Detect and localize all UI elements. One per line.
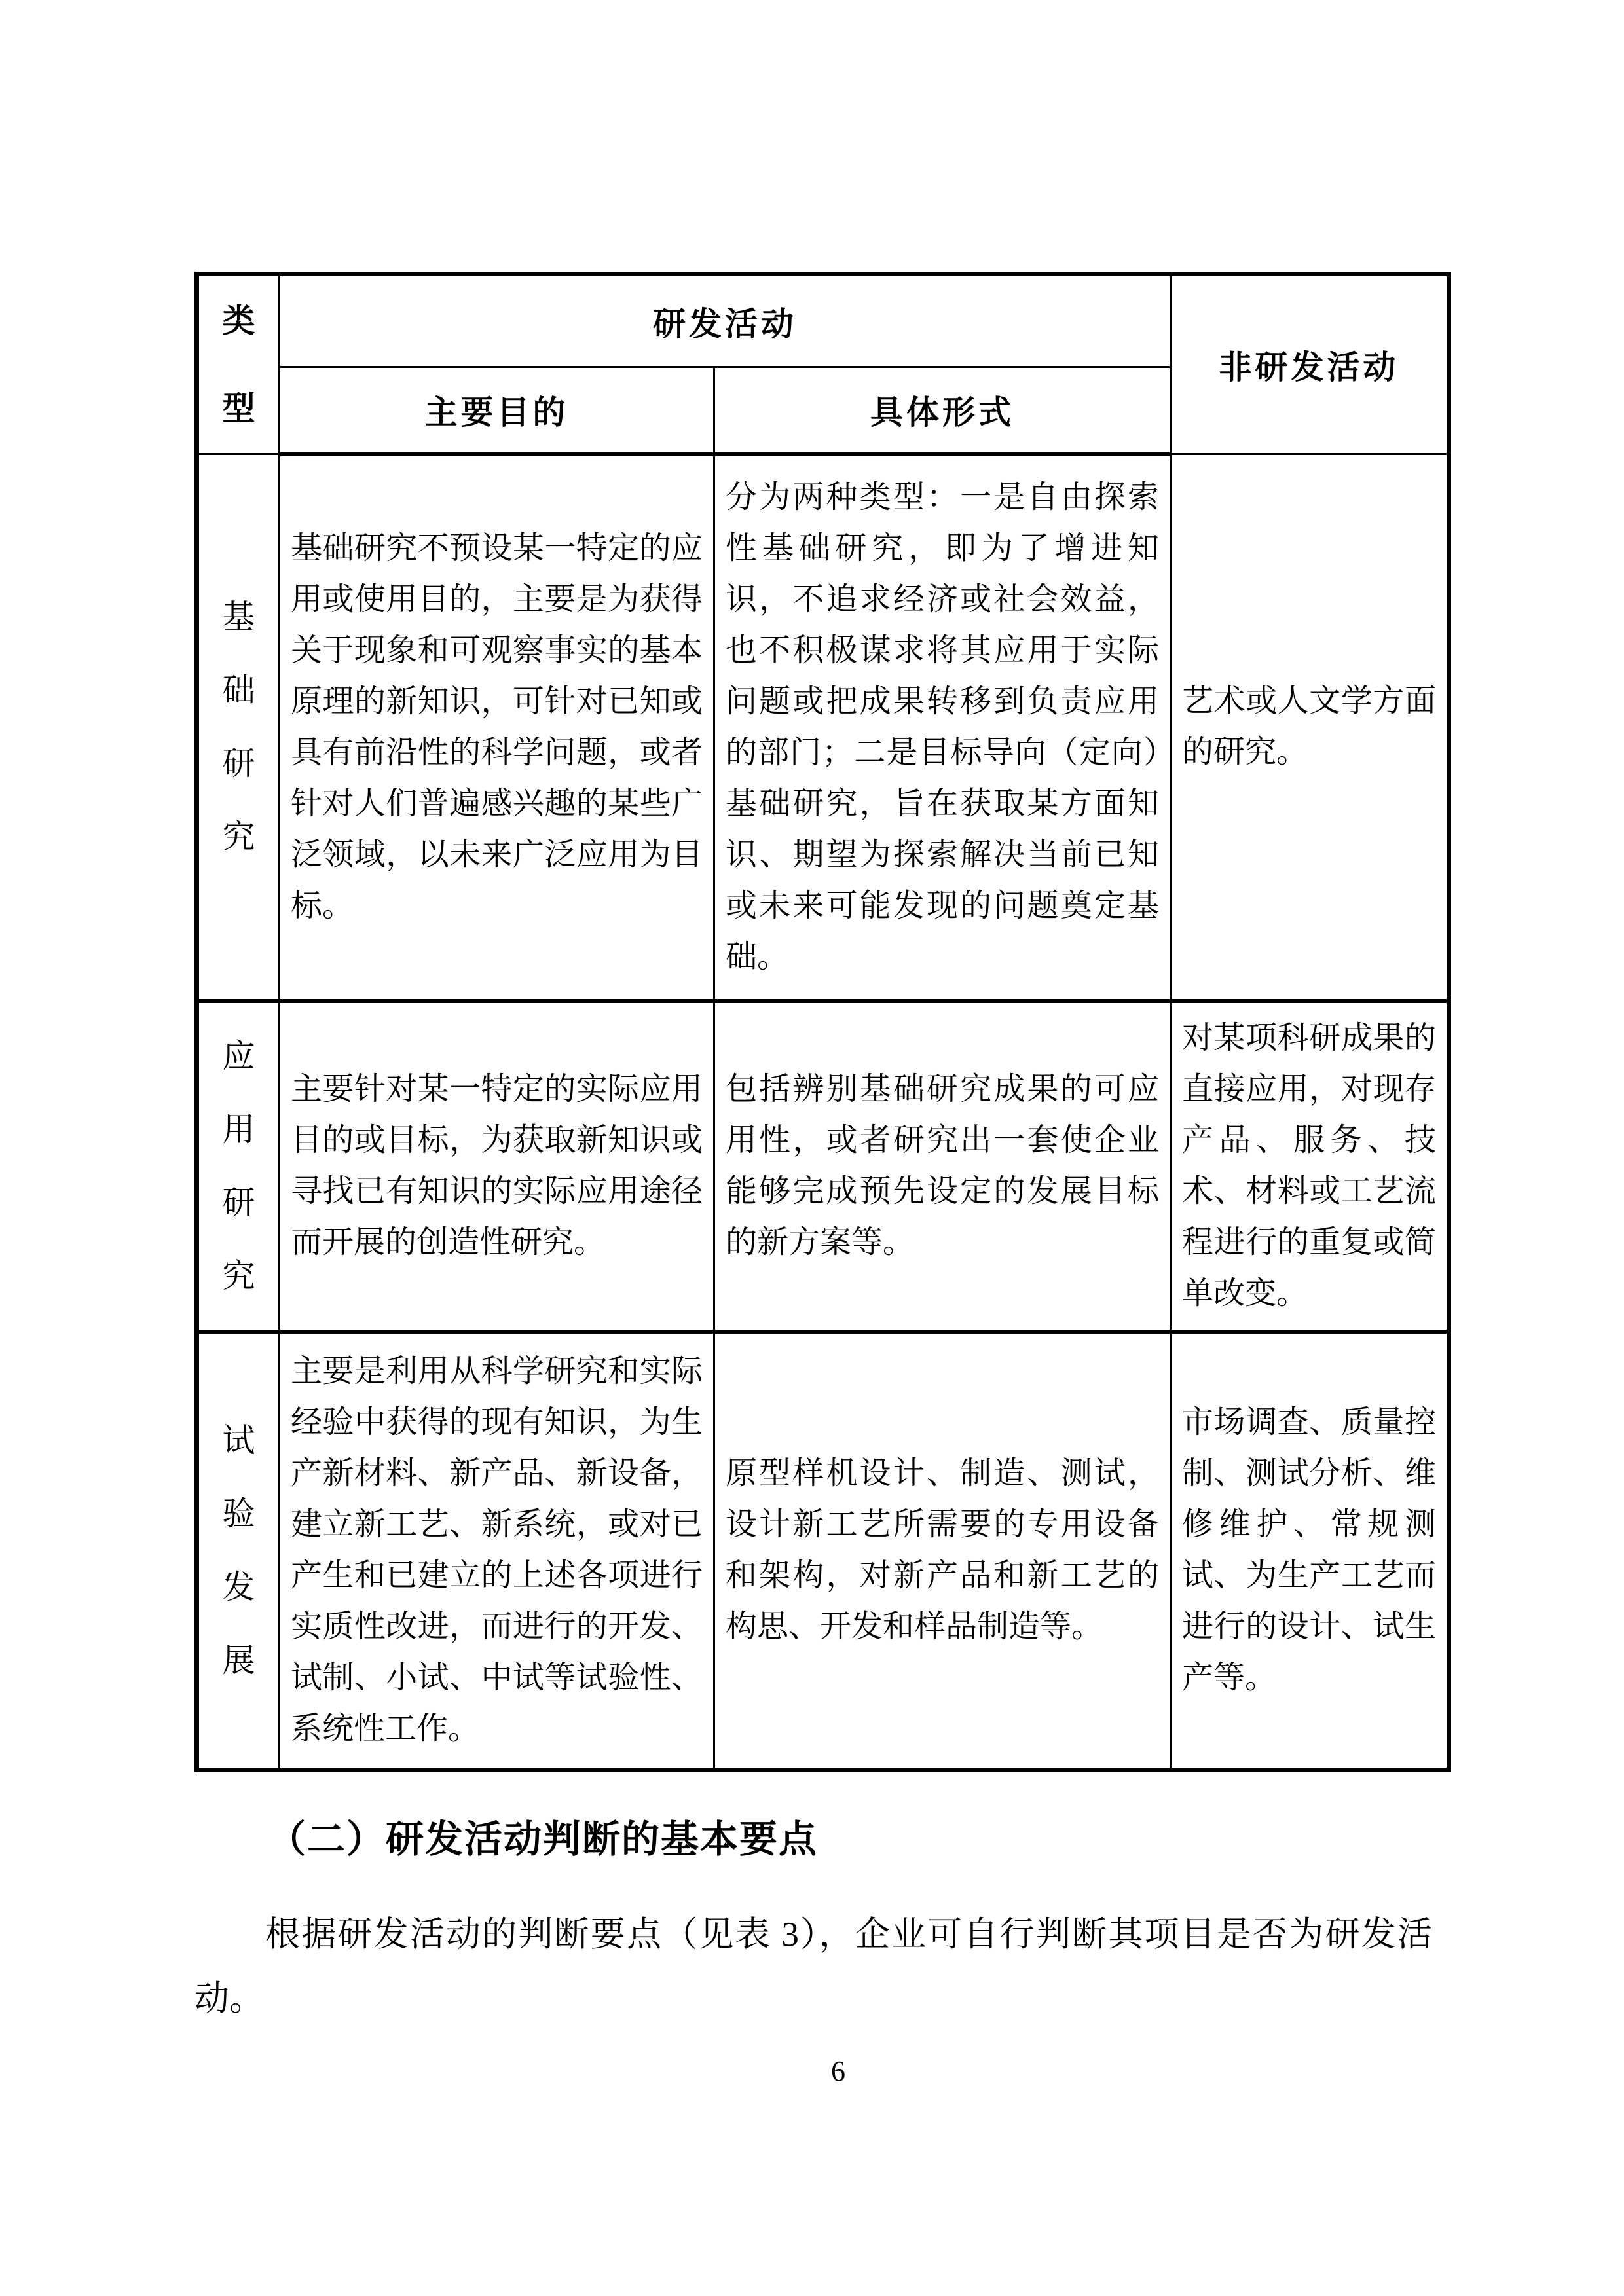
header-non-rd-activities — [1171, 274, 1449, 454]
cell-type-applied-research — [197, 1001, 280, 1332]
header-type — [197, 274, 280, 454]
type-label-experimental-development: 试验发展 — [222, 1422, 255, 1679]
form-text-experimental-development: 原型样机设计、制造、测试，设计新工艺所需要的专用设备和架构，对新产品和新工艺的构思、开发和样品制造等。 — [726, 1456, 1159, 1645]
table-row-applied-research — [197, 1001, 1449, 1332]
form-text-basic-research: 分为两种类型：一是自由探索性基础研究，即为了增进知识，不追求经济或社会效益，也不积极谋求将其应用于实际问题或把成果转移到负责应用的部门；二是目标导向（定向）基础研究，旨在获取某方面知识、期望为探索解决当前已知或未来可能发现的问题奠定基础。 — [726, 480, 1159, 974]
table-row-basic-research — [197, 454, 1449, 1001]
purpose-text-experimental-development: 主要是利用从科学研究和实际经验中获得的现有知识，为生产新材料、新产品、新设备，建立新工艺、新系统，或对已产生和已建立的上述各项进行实质性改进，而进行的开发、试制、小试、中试等试验性、系统性工作。 — [291, 1354, 703, 1747]
cell-type-basic-research — [197, 454, 280, 1001]
purpose-text-basic-research: 基础研究不预设某一特定的应用或使用目的，主要是为获得关于现象和可观察事实的基本原理的新知识，可针对已知或具有前沿性的科学问题，或者针对人们普遍感兴趣的某些广泛领域，以未来广泛应用为目标。 — [291, 531, 703, 923]
cell-form-experimental-development — [714, 1332, 1171, 1770]
purpose-text-applied-research: 主要针对某一特定的实际应用目的或目标，为获取新知识或寻找已有知识的实际应用途径而开展的创造性研究。 — [291, 1072, 703, 1260]
cell-form-applied-research — [714, 1001, 1171, 1332]
cell-non-rd-basic-research — [1171, 454, 1449, 1001]
non-rd-text-experimental-development: 市场调查、质量控制、测试分析、维修维护、常规测试、为生产工艺而进行的设计、试生产等。 — [1182, 1405, 1436, 1696]
cell-form-basic-research — [714, 454, 1171, 1001]
cell-non-rd-experimental-development — [1171, 1332, 1449, 1770]
cell-type-experimental-development — [197, 1332, 280, 1770]
page-number: 6 — [831, 2055, 845, 2087]
cell-purpose-basic-research — [280, 454, 714, 1001]
header-main-purpose-label: 主要目的 — [424, 394, 569, 431]
header-specific-form-label: 具体形式 — [870, 394, 1014, 431]
rd-activities-table-wrapper — [194, 272, 1451, 1772]
header-rd-activities-label: 研发活动 — [653, 305, 797, 342]
rd-activities-table — [194, 272, 1451, 1772]
header-specific-form — [714, 367, 1171, 454]
form-text-applied-research: 包括辨别基础研究成果的可应用性，或者研究出一套使企业能够完成预先设定的发展目标的新方案等。 — [726, 1072, 1159, 1260]
header-row-top — [197, 274, 1449, 367]
cell-non-rd-applied-research — [1171, 1001, 1449, 1332]
section-heading: （二）研发活动判断的基本要点 — [268, 1818, 819, 1861]
header-main-purpose — [280, 367, 714, 454]
cell-purpose-applied-research — [280, 1001, 714, 1332]
header-non-rd-activities-label: 非研发活动 — [1219, 349, 1399, 386]
type-label-basic-research: 基础研究 — [222, 598, 255, 856]
body-paragraph: 根据研发活动的判断要点（见表 3），企业可自行判断其项目是否为研发活动。 — [194, 1916, 1432, 2018]
table-row-experimental-development — [197, 1332, 1449, 1770]
header-rd-activities — [280, 274, 1171, 367]
non-rd-text-basic-research: 艺术或人文学方面的研究。 — [1182, 683, 1436, 770]
header-type-label: 类型 — [222, 302, 255, 427]
non-rd-text-applied-research: 对某项科研成果的直接应用，对现存产品、服务、技术、材料或工艺流程进行的重复或简单改变。 — [1182, 1021, 1436, 1311]
type-label-applied-research: 应用研究 — [222, 1038, 255, 1294]
cell-purpose-experimental-development — [280, 1332, 714, 1770]
